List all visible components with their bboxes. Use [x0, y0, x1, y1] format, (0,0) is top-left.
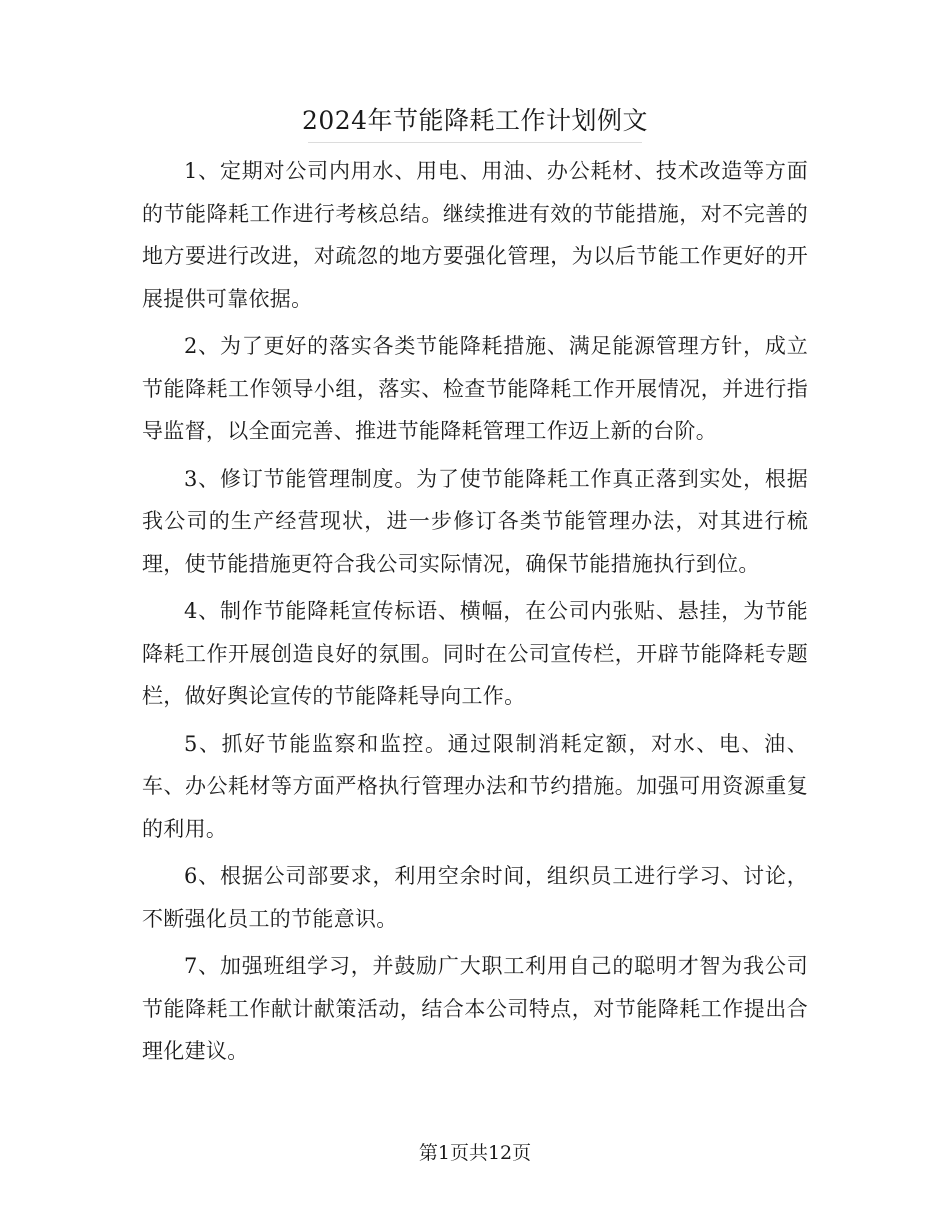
paragraph-3: 3、修订节能管理制度。为了使节能降耗工作真正落到实处，根据我公司的生产经营现状，进一步修订各类节能管理办法，对其进行梳理，使节能措施更符合我公司实际情况，确保节能措施执行到位。: [142, 466, 808, 576]
page-number-footer: 第1页共12页: [418, 1142, 532, 1164]
title-divider: [308, 142, 642, 143]
document-title: 2024年节能降耗工作计划例文: [301, 106, 649, 135]
paragraph-5: 5、抓好节能监察和监控。通过限制消耗定额，对水、电、油、车、办公耗材等方面严格执行管理办法和节约措施。加强可用资源重复的利用。: [142, 731, 808, 841]
paragraph-2: 2、为了更好的落实各类节能降耗措施、满足能源管理方针，成立节能降耗工作领导小组，落实、检查节能降耗工作开展情况，并进行指导监督，以全面完善、推进节能降耗管理工作迈上新的台阶。: [142, 334, 808, 443]
document-body: [142, 150, 808, 1078]
paragraph-7: 7、加强班组学习，并鼓励广大职工利用自己的聪明才智为我公司节能降耗工作献计献策活动，结合本公司特点，对节能降耗工作提出合理化建议。: [142, 954, 808, 1063]
paragraph-1: 1、定期对公司内用水、用电、用油、办公耗材、技术改造等方面的节能降耗工作进行考核总结。继续推进有效的节能措施，对不完善的地方要进行改进，对疏忽的地方要强化管理，为以后节能工作更好的开展提供可靠依据。: [142, 159, 808, 311]
paragraph-4: 4、制作节能降耗宣传标语、横幅，在公司内张贴、悬挂，为节能降耗工作开展创造良好的氛围。同时在公司宣传栏，开辟节能降耗专题栏，做好舆论宣传的节能降耗导向工作。: [142, 599, 808, 708]
paragraph-6: 6、根据公司部要求，利用空余时间，组织员工进行学习、讨论，不断强化员工的节能意识。: [142, 864, 808, 931]
